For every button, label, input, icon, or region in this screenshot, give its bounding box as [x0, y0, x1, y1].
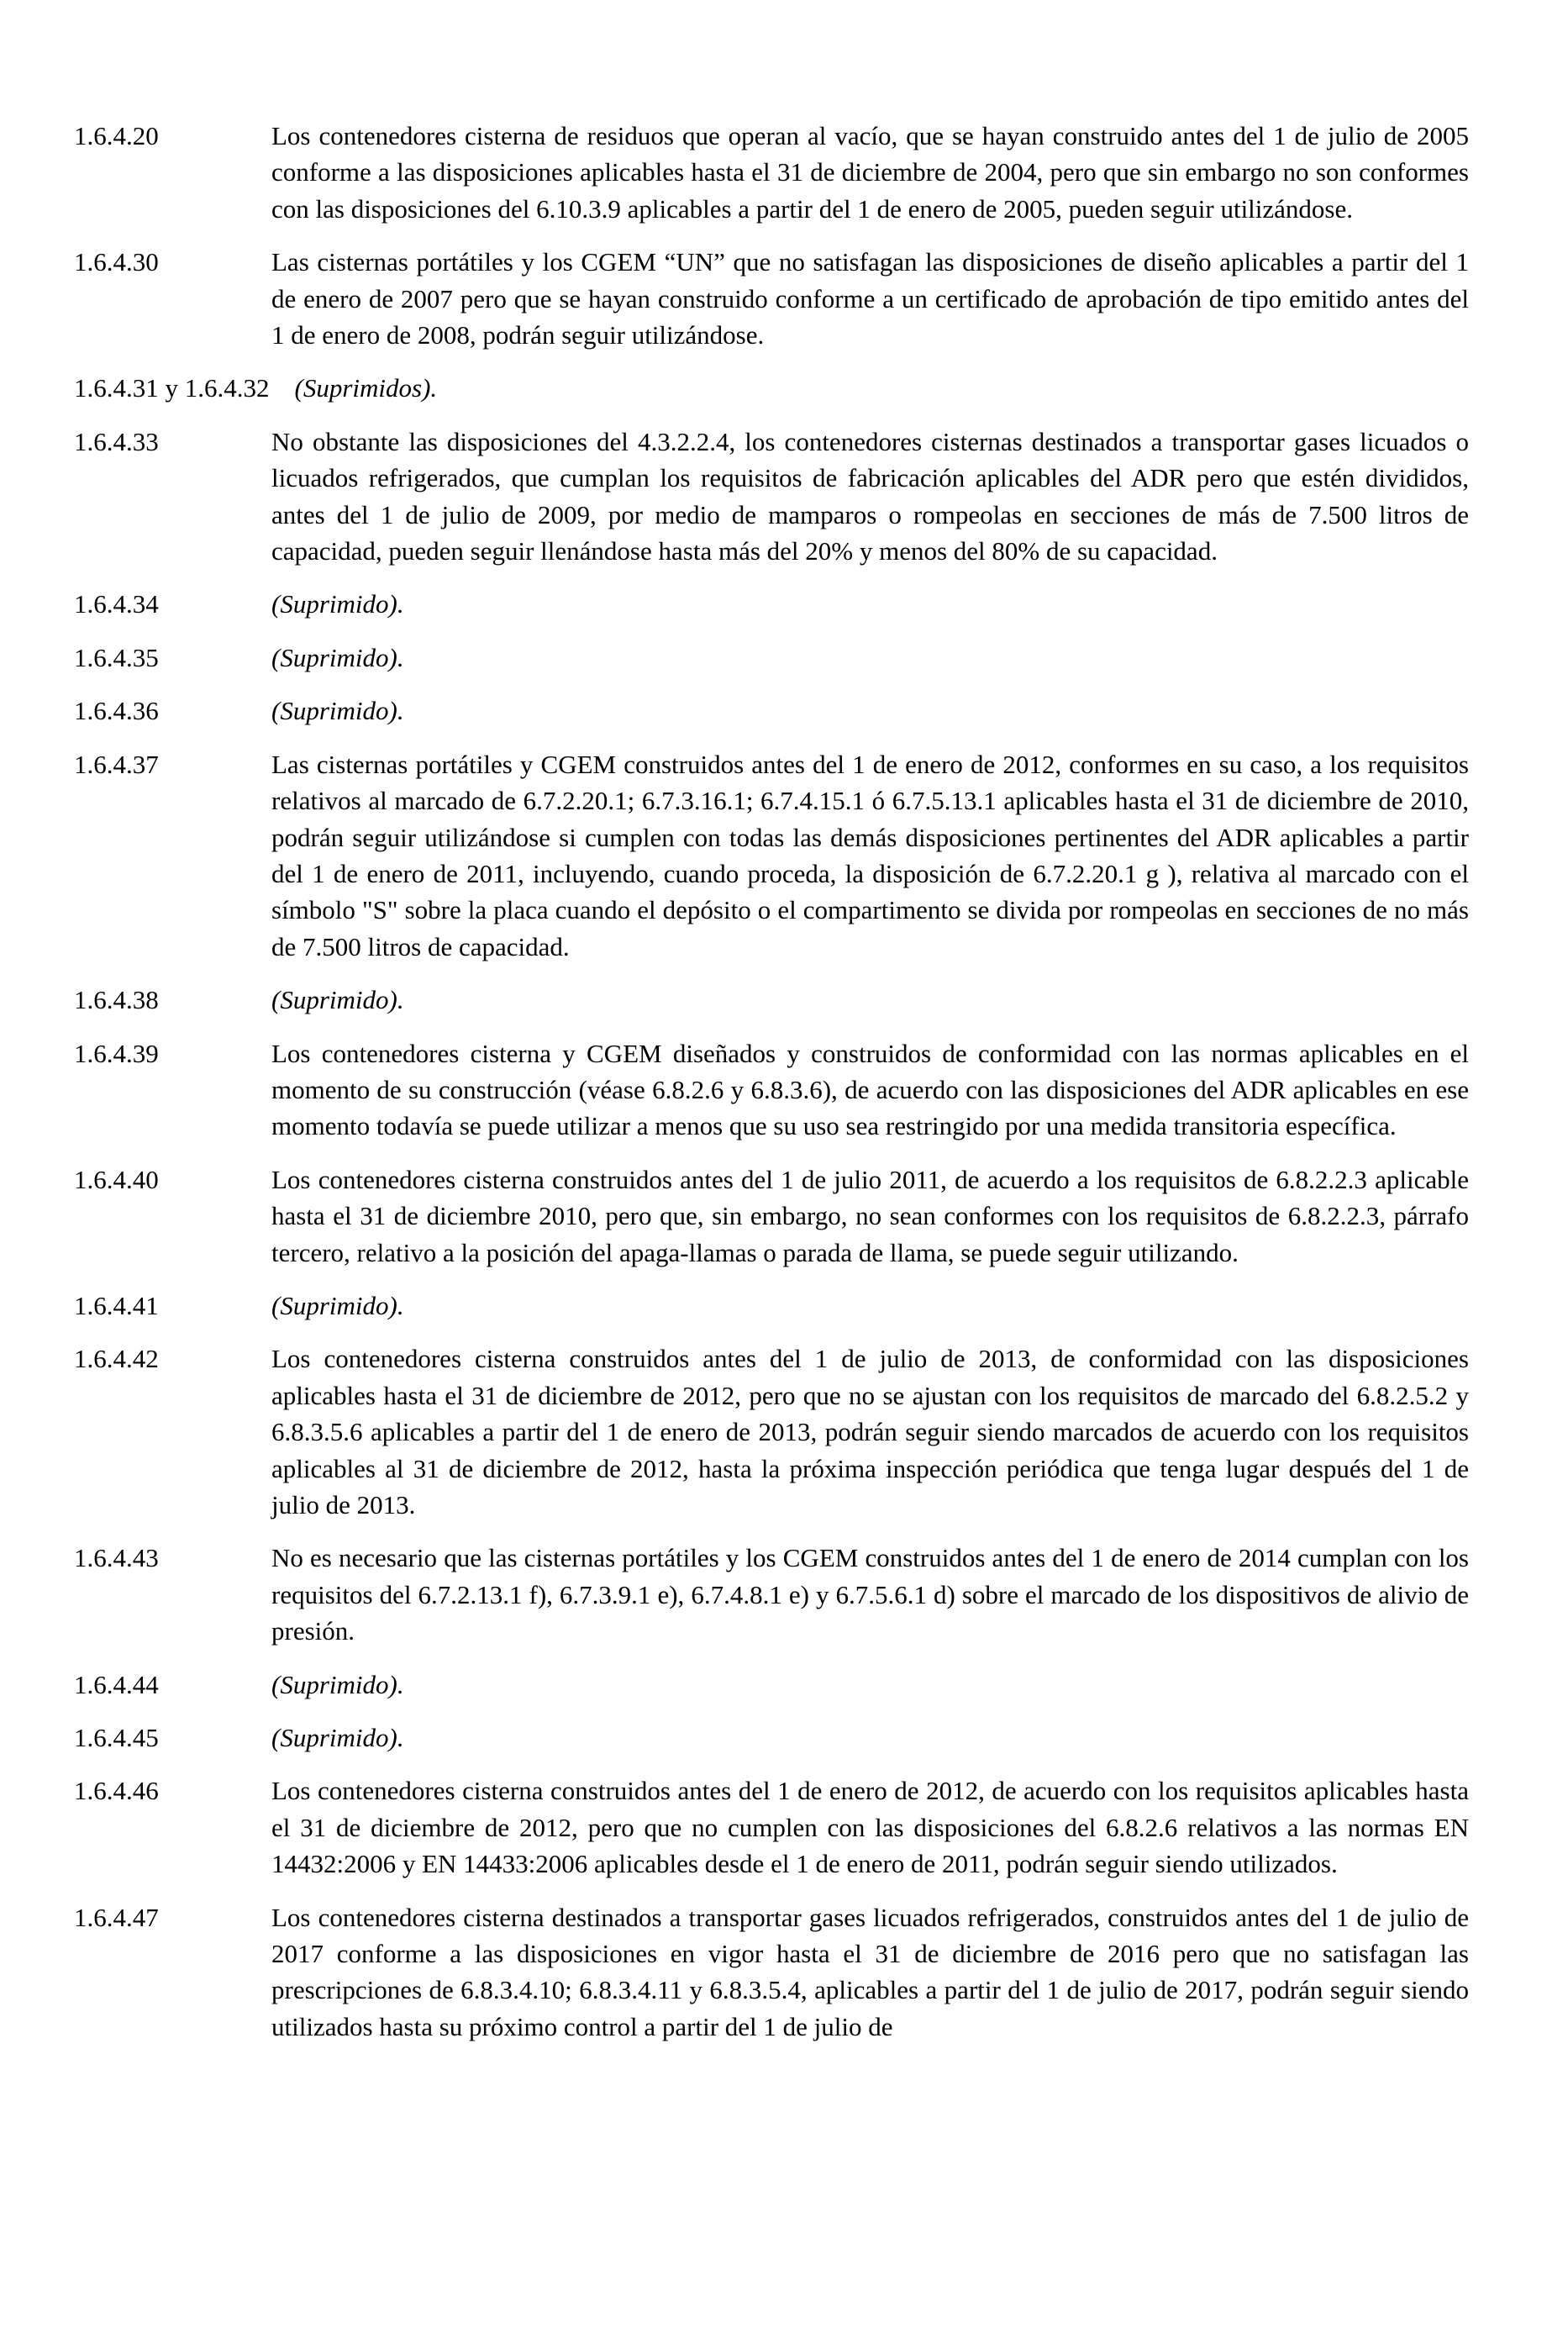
section-1-6-4-31-32 [74, 370, 1469, 406]
section-number: 1.6.4.39 [74, 1038, 159, 1068]
section-1-6-4-20 [74, 118, 1469, 227]
section-number: 1.6.4.35 [74, 642, 159, 672]
section-text: Los contenedores cisterna destinados a transportar gases licuados refrigerados, construidos antes del 1 de julio de 2017 conforme a las disposiciones en vigor hasta el 31 de diciembre de 2016 pero que no satisfagan las prescripciones de 6.8.3.4.10; 6.8.3.4.11 y 6.8.3.5.4, aplicables a partir del 1 de julio de 2017, podrán seguir siendo utilizados hasta su próximo control a partir del 1 de julio de [271, 1902, 1469, 2041]
section-number: 1.6.4.36 [74, 696, 159, 726]
section-1-6-4-46 [74, 1772, 1469, 1882]
section-number: 1.6.4.44 [74, 1669, 159, 1699]
document-page [74, 118, 1469, 2062]
section-number: 1.6.4.43 [74, 1543, 159, 1573]
section-text: Los contenedores cisterna construidos antes del 1 de enero de 2012, de acuerdo con los requisitos aplicables hasta el 31 de diciembre de 2012, pero que no cumplen con las disposiciones del 6.8.2.6 relativos a las normas EN 14432:2006 y EN 14433:2006 aplicables desde el 1 de enero de 2011, podrán seguir siendo utilizados. [271, 1776, 1469, 1879]
section-number: 1.6.4.45 [74, 1723, 159, 1753]
section-1-6-4-35 [74, 640, 1469, 676]
section-1-6-4-44 [74, 1667, 1469, 1703]
section-number: 1.6.4.37 [74, 749, 159, 779]
section-text: (Suprimidos). [294, 373, 438, 403]
section-text: No obstante las disposiciones del 4.3.2.2.4, los contenedores cisternas destinados a transportar gases licuados o licuados refrigerados, que cumplan los requisitos de fabricación aplicables del ADR pero que estén divididos, antes del 1 de julio de 2009, por medio de mamparos o rompeolas en secciones de más de 7.500 litros de capacidad, pueden seguir llenándose hasta más del 20% y menos del 80% de su capacidad. [271, 426, 1469, 566]
section-text: No es necesario que las cisternas portátiles y los CGEM construidos antes del 1 de enero de 2014 cumplan con los requisitos del 6.7.2.13.1 f), 6.7.3.9.1 e), 6.7.4.8.1 e) y 6.7.5.6.1 d) sobre el marcado de los dispositivos de alivio de presión. [271, 1543, 1469, 1646]
section-1-6-4-43 [74, 1540, 1469, 1649]
section-1-6-4-33 [74, 424, 1469, 570]
section-number: 1.6.4.47 [74, 1902, 159, 1932]
section-number: 1.6.4.33 [74, 426, 159, 456]
section-number: 1.6.4.46 [74, 1776, 159, 1806]
section-1-6-4-41 [74, 1288, 1469, 1324]
section-text: Los contenedores cisterna construidos antes del 1 de julio de 2013, de conformidad con las disposiciones aplicables hasta el 31 de diciembre de 2012, pero que no se ajustan con los requisitos de marcado del 6.8.2.5.2 y 6.8.3.5.6 aplicables a partir del 1 de enero de 2013, podrán seguir siendo marcados de acuerdo con los requisitos aplicables al 31 de diciembre de 2012, hasta la próxima inspección periódica que tenga lugar después del 1 de julio de 2013. [271, 1344, 1469, 1519]
section-1-6-4-47 [74, 1899, 1469, 2046]
section-1-6-4-34 [74, 586, 1469, 622]
section-1-6-4-37 [74, 746, 1469, 965]
section-number: 1.6.4.38 [74, 985, 159, 1015]
section-text: (Suprimido). [271, 985, 404, 1015]
section-1-6-4-36 [74, 693, 1469, 729]
section-number: 1.6.4.41 [74, 1290, 159, 1320]
section-text: Los contenedores cisterna y CGEM diseñados y construidos de conformidad con las normas aplicables en el momento de su construcción (véase 6.8.2.6 y 6.8.3.6), de acuerdo con las disposiciones del ADR aplicables en ese momento todavía se puede utilizar a menos que su uso sea restringido por una medida transitoria específica. [271, 1038, 1469, 1141]
section-1-6-4-38 [74, 982, 1469, 1018]
section-text: (Suprimido). [271, 696, 404, 726]
section-1-6-4-45 [74, 1719, 1469, 1756]
section-number: 1.6.4.31 y 1.6.4.32 [74, 373, 270, 403]
section-1-6-4-39 [74, 1035, 1469, 1145]
section-number: 1.6.4.40 [74, 1164, 159, 1194]
section-text: (Suprimido). [271, 1290, 404, 1320]
section-text: (Suprimido). [271, 642, 404, 672]
section-1-6-4-42 [74, 1340, 1469, 1523]
section-number: 1.6.4.42 [74, 1344, 159, 1374]
section-text: Las cisternas portátiles y CGEM construidos antes del 1 de enero de 2012, conformes en su caso, a los requisitos relativos al marcado de 6.7.2.20.1; 6.7.3.16.1; 6.7.4.15.1 ó 6.7.5.13.1 aplicables hasta el 31 de diciembre de 2010, podrán seguir utilizándose si cumplen con todas las demás disposiciones pertinentes del ADR aplicables a partir del 1 de enero de 2011, incluyendo, cuando proceda, la disposición de 6.7.2.20.1 g ), relativa al marcado con el símbolo "S" sobre la placa cuando el depósito o el compartimento se divida por rompeolas en secciones de no más de 7.500 litros de capacidad. [271, 749, 1469, 961]
section-number: 1.6.4.34 [74, 589, 159, 619]
section-1-6-4-30 [74, 244, 1469, 353]
section-text: (Suprimido). [271, 1723, 404, 1753]
section-text: (Suprimido). [271, 1669, 404, 1699]
section-number: 1.6.4.30 [74, 247, 159, 277]
section-text: Las cisternas portátiles y los CGEM “UN” que no satisfagan las disposiciones de diseño aplicables a partir del 1 de enero de 2007 pero que se hayan construido conforme a un certificado de aprobación de tipo emitido antes del 1 de enero de 2008, podrán seguir utilizándose. [271, 247, 1469, 350]
section-number: 1.6.4.20 [74, 121, 159, 150]
section-1-6-4-40 [74, 1161, 1469, 1271]
section-text: Los contenedores cisterna construidos antes del 1 de julio 2011, de acuerdo a los requisitos de 6.8.2.2.3 aplicable hasta el 31 de diciembre 2010, pero que, sin embargo, no sean conformes con los requisitos de 6.8.2.2.3, párrafo tercero, relativo a la posición del apaga-llamas o parada de llama, se puede seguir utilizando. [271, 1164, 1469, 1267]
section-text: (Suprimido). [271, 589, 404, 619]
section-text: Los contenedores cisterna de residuos que operan al vacío, que se hayan construido antes del 1 de julio de 2005 conforme a las disposiciones aplicables hasta el 31 de diciembre de 2004, pero que sin embargo no son conformes con las disposiciones del 6.10.3.9 aplicables a partir del 1 de enero de 2005, pueden seguir utilizándose. [271, 121, 1469, 224]
